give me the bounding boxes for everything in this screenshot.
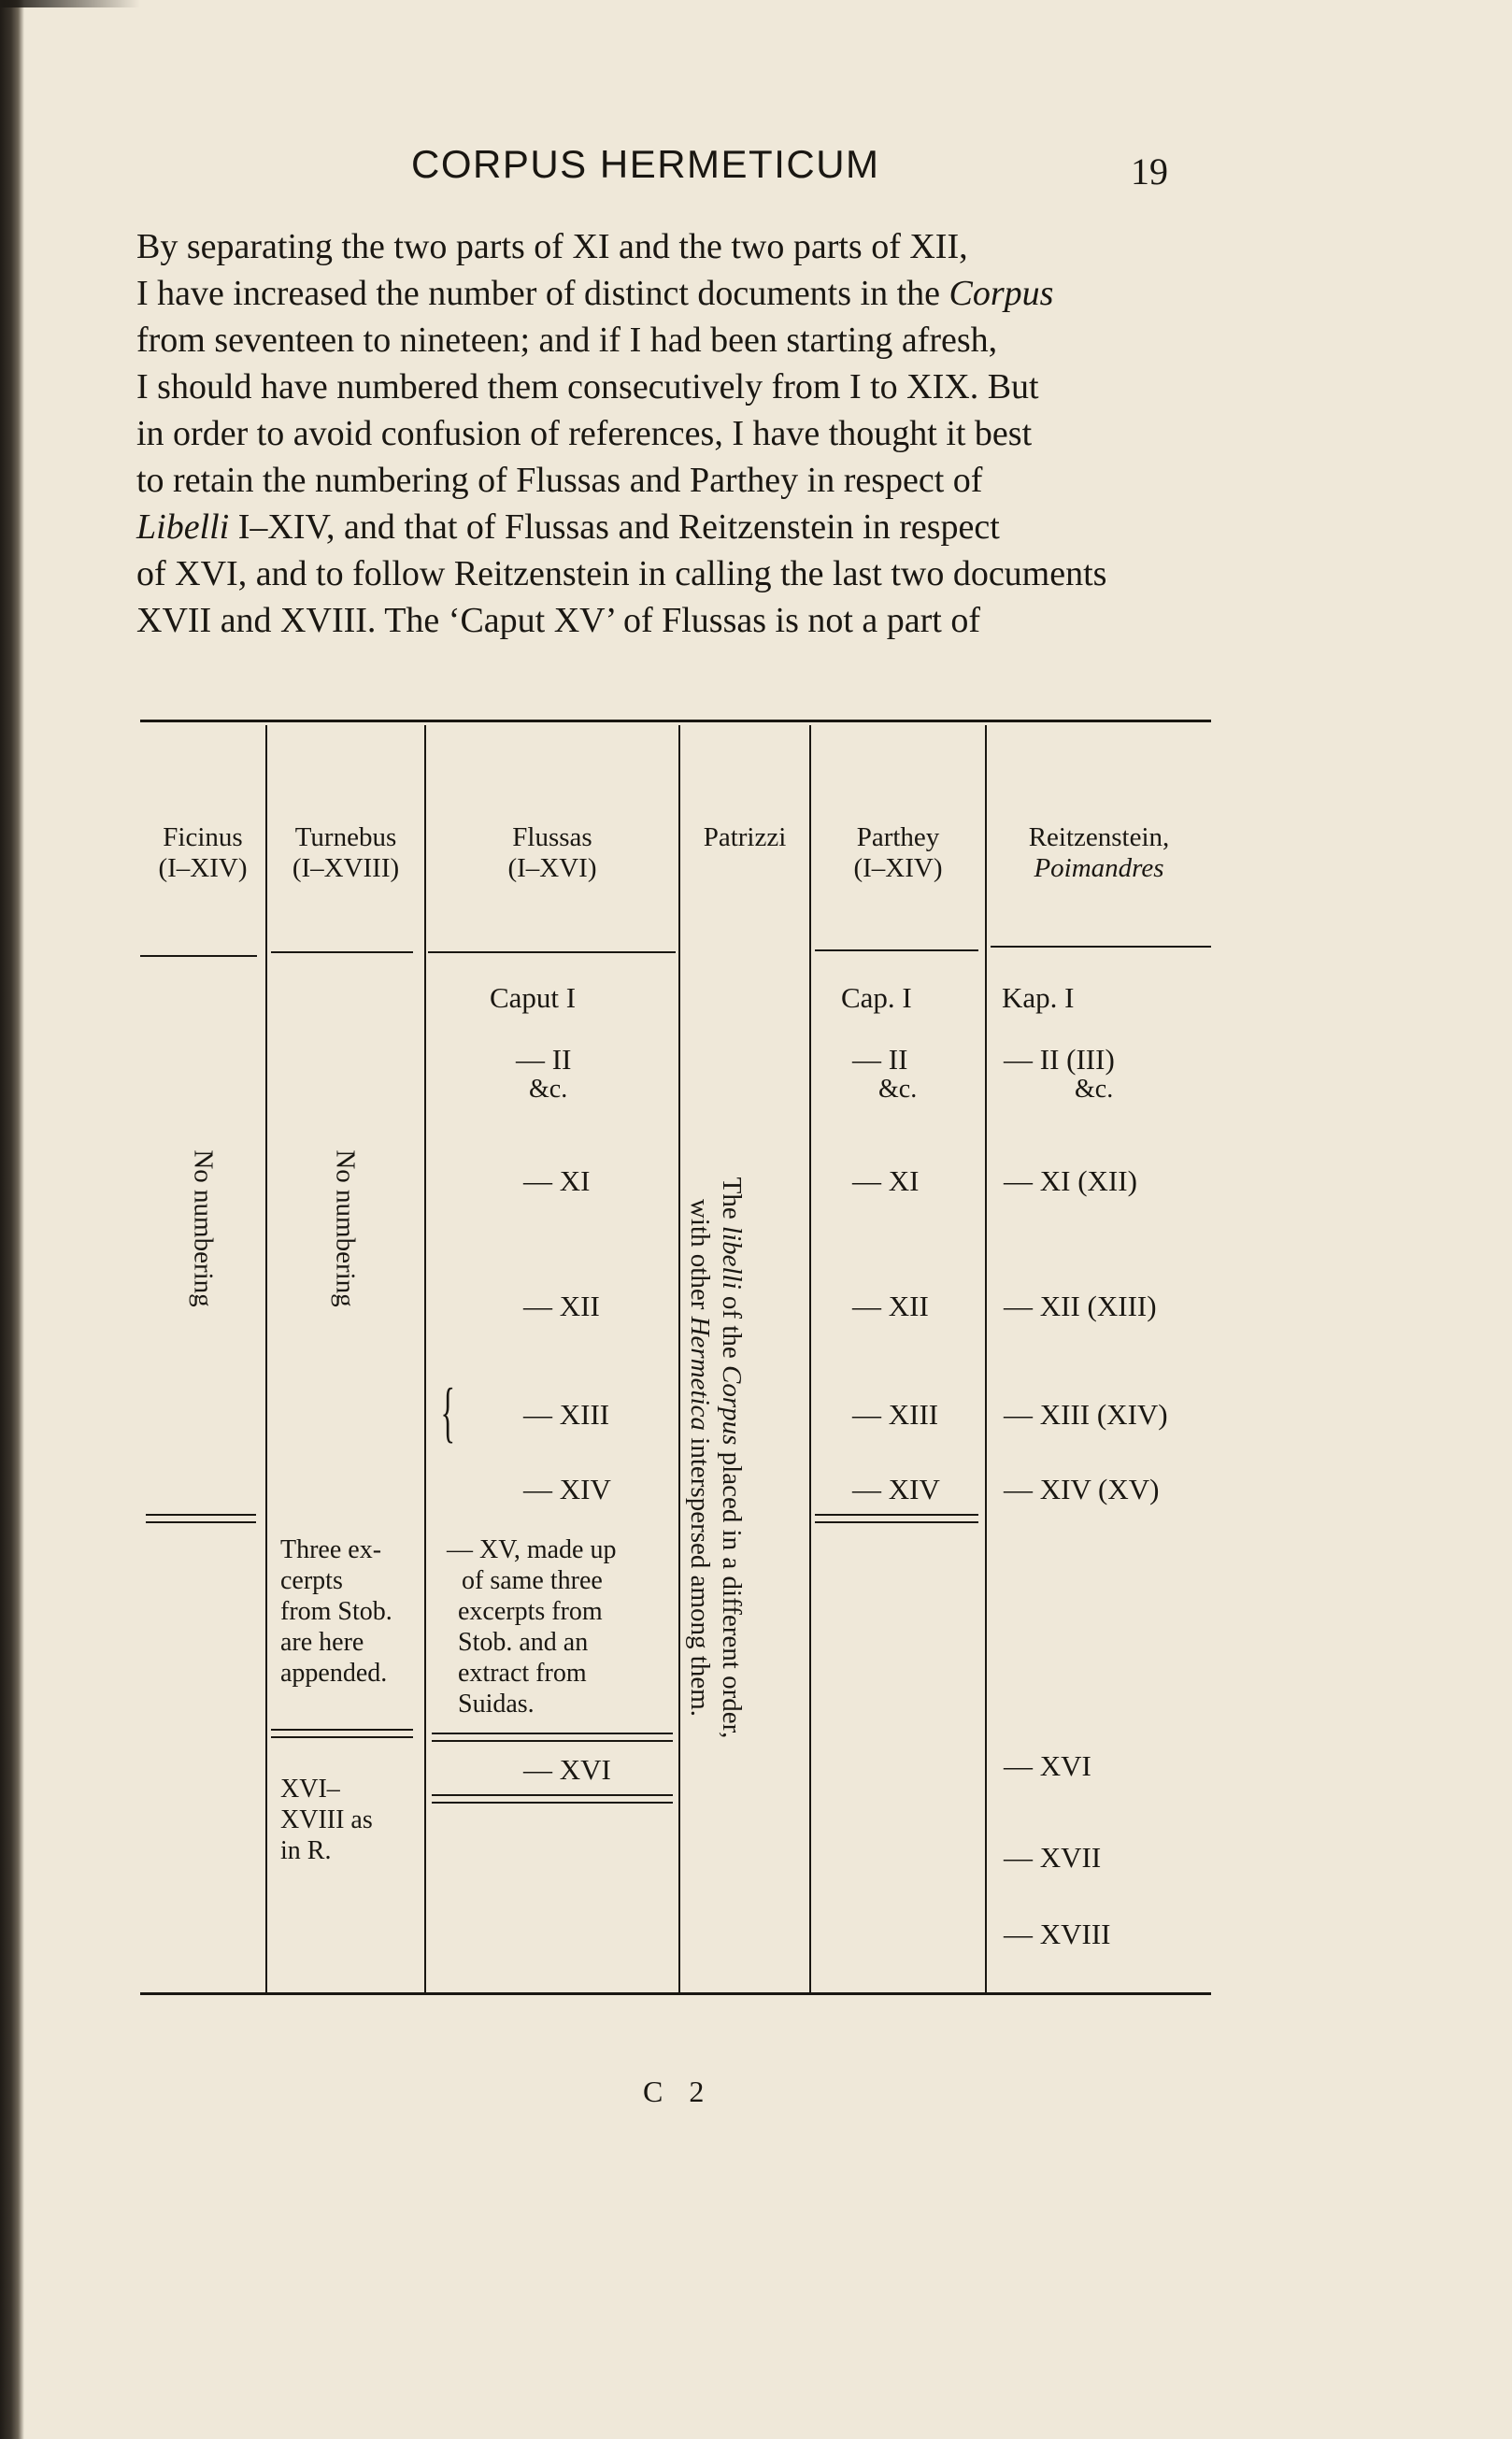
parthey-cap-14: — XIV [852, 1473, 940, 1505]
flussas-etc: &c. [529, 1075, 568, 1104]
parthey-cap-12: — XII [852, 1290, 929, 1322]
line-text: By separating the two parts of XI and the two parts of XII, [136, 227, 968, 266]
header-rule [271, 951, 413, 953]
paragraph-line [136, 366, 1039, 407]
signature-mark: C 2 [643, 2075, 714, 2108]
line-text: I–XIV, and that of Flussas and Reitzenstein in respect [237, 507, 1000, 547]
line-text: I should have numbered them consecutively from I to XIX. But [136, 367, 1039, 406]
running-title: CORPUS HERMETICUM [411, 142, 880, 186]
reitz-kap-18: — XVIII [1004, 1918, 1111, 1950]
parthey-etc: &c. [878, 1075, 918, 1104]
flussas-xv-line: of same three [462, 1566, 603, 1595]
flussas-caput-2: — II [516, 1043, 572, 1076]
flussas-caput-1: Caput I [490, 981, 577, 1014]
paragraph-line [136, 273, 1053, 314]
patrizzi-line-2: with other Hermetica interspersed among them. [685, 1198, 715, 1718]
column-rule [678, 725, 680, 1992]
brace-mark: { [440, 1375, 456, 1449]
header-range: (I–XVIII) [292, 853, 400, 884]
reitz-kap-14: — XIV (XV) [1004, 1473, 1160, 1505]
parthey-cap-11: — XI [852, 1164, 920, 1197]
header-label: Parthey [856, 822, 940, 852]
double-rule [271, 1729, 413, 1731]
reitz-etc: &c. [1075, 1075, 1114, 1104]
double-rule [815, 1514, 978, 1516]
excerpt-line: cerpts [280, 1566, 343, 1595]
header-patrizzi [680, 822, 809, 853]
reitz-kap-1: Kap. I [1002, 981, 1075, 1014]
excerpt-line: appended. [280, 1659, 388, 1688]
header-rule [140, 955, 257, 957]
header-reitzenstein [987, 822, 1211, 885]
line-text: to retain the numbering of Flussas and Parthey in respect of [136, 461, 983, 500]
header-ficinus [140, 822, 265, 885]
header-label: Turnebus [294, 822, 397, 852]
double-rule [146, 1521, 256, 1523]
double-rule [146, 1514, 256, 1516]
turnebus-excerpts [280, 1534, 417, 1689]
binding-gutter [0, 0, 24, 2439]
header-rule [815, 949, 978, 951]
table-top-rule [140, 720, 1211, 722]
patrizzi-line-1: The libelli of the Corpus placed in a different order, [717, 1177, 747, 1739]
line-text: in order to avoid confusion of references, I have thought it best [136, 414, 1033, 453]
flussas-xv-line: excerpts from [458, 1597, 603, 1626]
paragraph-line [136, 226, 968, 267]
line-text: I have increased the number of distinct documents in the [136, 274, 941, 313]
reitz-kap-2: — II (III) [1004, 1043, 1115, 1076]
flussas-xv-line: Stob. and an [458, 1628, 589, 1657]
flussas-xv-line: — XV, made up [447, 1535, 617, 1564]
column-rule [809, 725, 811, 1992]
paragraph-line [136, 460, 982, 501]
header-rule [428, 951, 676, 953]
header-parthey [811, 822, 985, 885]
paragraph-line [136, 600, 980, 641]
header-label: Patrizzi [703, 822, 787, 852]
column-rule [424, 725, 426, 1992]
header-turnebus [267, 822, 424, 885]
flussas-caput-14: — XIV [523, 1473, 611, 1505]
header-label: Ficinus [163, 822, 243, 852]
line-text: XVII and XVIII. The ‘Caput XV’ of Flussas is not a part of [136, 601, 981, 640]
paragraph-line [136, 320, 997, 361]
paragraph-line [136, 553, 1106, 594]
italic-word: Corpus [949, 274, 1054, 313]
paragraph-line [136, 413, 1032, 454]
flussas-caput-15 [447, 1534, 665, 1719]
header-rule [991, 946, 1211, 948]
double-rule [432, 1802, 673, 1804]
reitz-kap-11: — XI (XII) [1004, 1164, 1137, 1197]
header-flussas [426, 822, 678, 885]
flussas-xv-line: extract from [458, 1659, 587, 1688]
flussas-caput-12: — XII [523, 1290, 600, 1322]
flussas-caput-16: — XVI [523, 1753, 611, 1786]
paragraph-line [136, 506, 1000, 548]
reitz-kap-13: — XIII (XIV) [1004, 1398, 1168, 1431]
column-rule [985, 725, 987, 1992]
excerpt-line: are here [280, 1628, 364, 1657]
reitz-kap-16: — XVI [1004, 1749, 1091, 1782]
excerpt-line: Three ex- [280, 1535, 382, 1564]
flussas-xv-line: Suidas. [458, 1690, 535, 1719]
double-rule [815, 1521, 978, 1523]
header-range: (I–XIV) [853, 853, 943, 884]
line-text: of XVI, and to follow Reitzenstein in calling the last two documents [136, 554, 1107, 593]
patrizzi-note [684, 1028, 748, 1888]
parthey-cap-1: Cap. I [841, 981, 912, 1014]
table-bottom-rule [140, 1992, 1211, 1995]
header-label: Flussas [512, 822, 592, 852]
reitz-kap-12: — XII (XIII) [1004, 1290, 1157, 1322]
header-range: (I–XIV) [158, 853, 248, 884]
line-text: from seventeen to nineteen; and if I had been starting afresh, [136, 321, 998, 360]
italic-word: Libelli [136, 507, 230, 547]
ficinus-no-numbering: No numbering [188, 1149, 219, 1307]
header-range: (I–XVI) [507, 853, 597, 884]
turnebus-no-numbering: No numbering [330, 1149, 361, 1307]
flussas-caput-11: — XI [523, 1164, 591, 1197]
double-rule [432, 1740, 673, 1742]
reitz-kap-17: — XVII [1004, 1841, 1102, 1874]
double-rule [271, 1736, 413, 1738]
turnebus-last [280, 1774, 417, 1866]
header-label: Reitzenstein, [1028, 822, 1170, 852]
parthey-cap-2: — II [852, 1043, 908, 1076]
page-number: 19 [1131, 150, 1168, 193]
double-rule [432, 1733, 673, 1734]
turnebus-line: XVI– [280, 1775, 340, 1804]
column-rule [265, 725, 267, 1992]
header-work: Poimandres [1034, 853, 1164, 884]
double-rule [432, 1794, 673, 1796]
turnebus-line: in R. [280, 1836, 332, 1865]
flussas-caput-13: — XIII [523, 1398, 610, 1431]
parthey-cap-13: — XIII [852, 1398, 939, 1431]
turnebus-line: XVIII as [280, 1805, 373, 1834]
binding-shadow [0, 0, 140, 7]
excerpt-line: from Stob. [280, 1597, 392, 1626]
